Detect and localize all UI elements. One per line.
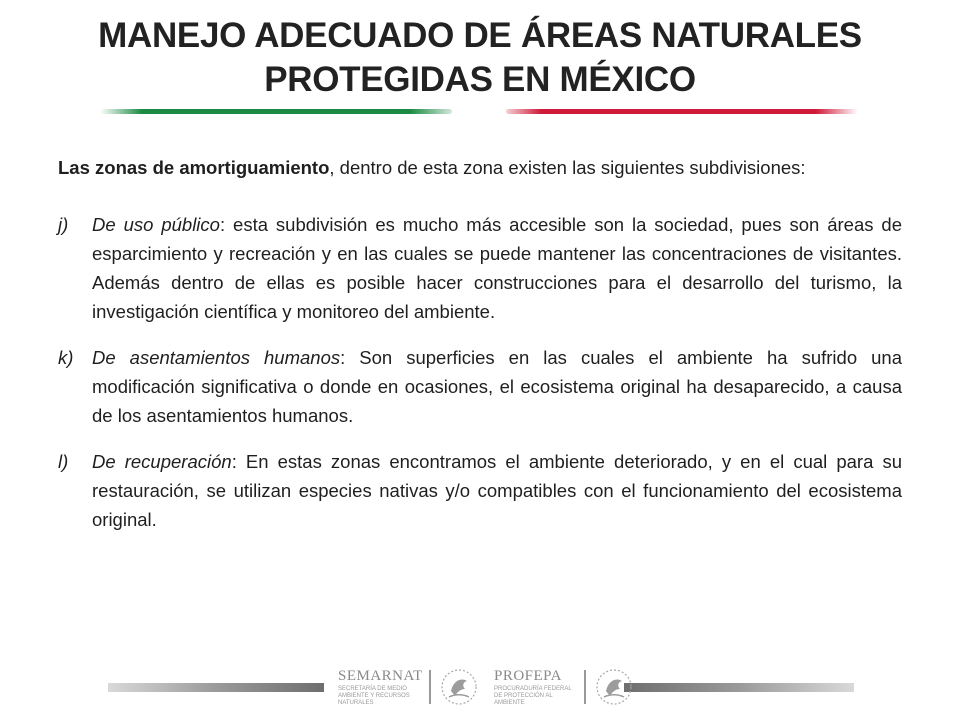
item-text: : En estas zonas encontramos el ambiente deteriorado, y en el cual para su restauración, se utilizan especies nativas y/o compatibles con el funcionamiento del ecosistema original. (92, 451, 902, 530)
profepa-logo (494, 664, 634, 710)
list-marker: k) (58, 347, 74, 368)
item-text: : esta subdivisión es mucho más accesible son la sociedad, pues son áreas de esparcimiento y recreación y en las cuales se puede mantener las concentraciones de visitantes. Además dentro de ellas es posible hacer construcciones para el desarrollo del turismo, la investigación científica y monitoreo del ambiente. (92, 214, 903, 322)
list-item-recuperacion (58, 447, 902, 534)
profepa-name: PROFEPA (494, 667, 562, 684)
item-term: De recuperación (92, 451, 232, 472)
intro-paragraph (58, 153, 902, 182)
red-divider (506, 109, 858, 114)
mexico-coat-of-arms-icon (594, 667, 634, 707)
profepa-subtitle: PROCURADURÍA FEDERAL DE PROTECCIÓN AL AMBIENTE (494, 685, 572, 706)
title-line-2: PROTEGIDAS EN MÉXICO (264, 60, 696, 99)
item-term: De asentamientos humanos (92, 347, 341, 368)
logo-separator (584, 670, 586, 704)
list-item-uso-publico (58, 210, 902, 326)
semarnat-name: SEMARNAT (338, 667, 423, 684)
title-line-1: MANEJO ADECUADO DE ÁREAS NATURALES (98, 16, 862, 55)
logo-separator (429, 670, 431, 704)
semarnat-subtitle: SECRETARÍA DE MEDIO AMBIENTE Y RECURSOS NATURALES (338, 685, 410, 706)
semarnat-logo (338, 664, 479, 710)
green-divider (100, 109, 452, 114)
footer-bar-left (108, 683, 324, 692)
intro-text: , dentro de esta zona existen las siguientes subdivisiones: (329, 157, 806, 178)
item-term: De uso público (92, 214, 220, 235)
list-item-asentamientos (58, 343, 902, 430)
list-marker: l) (58, 451, 69, 472)
footer-bar-right (624, 683, 854, 692)
page-title (40, 14, 920, 102)
intro-term: Las zonas de amortiguamiento (58, 157, 330, 178)
mexico-coat-of-arms-icon (439, 667, 479, 707)
list-marker: j) (58, 214, 69, 235)
body-content (58, 153, 902, 551)
item-text: : Son superficies en las cuales el ambiente ha sufrido una modificación significativa o donde en ocasiones, el ecosistema original ha desaparecido, a causa de los asentamientos humanos. (92, 347, 902, 426)
